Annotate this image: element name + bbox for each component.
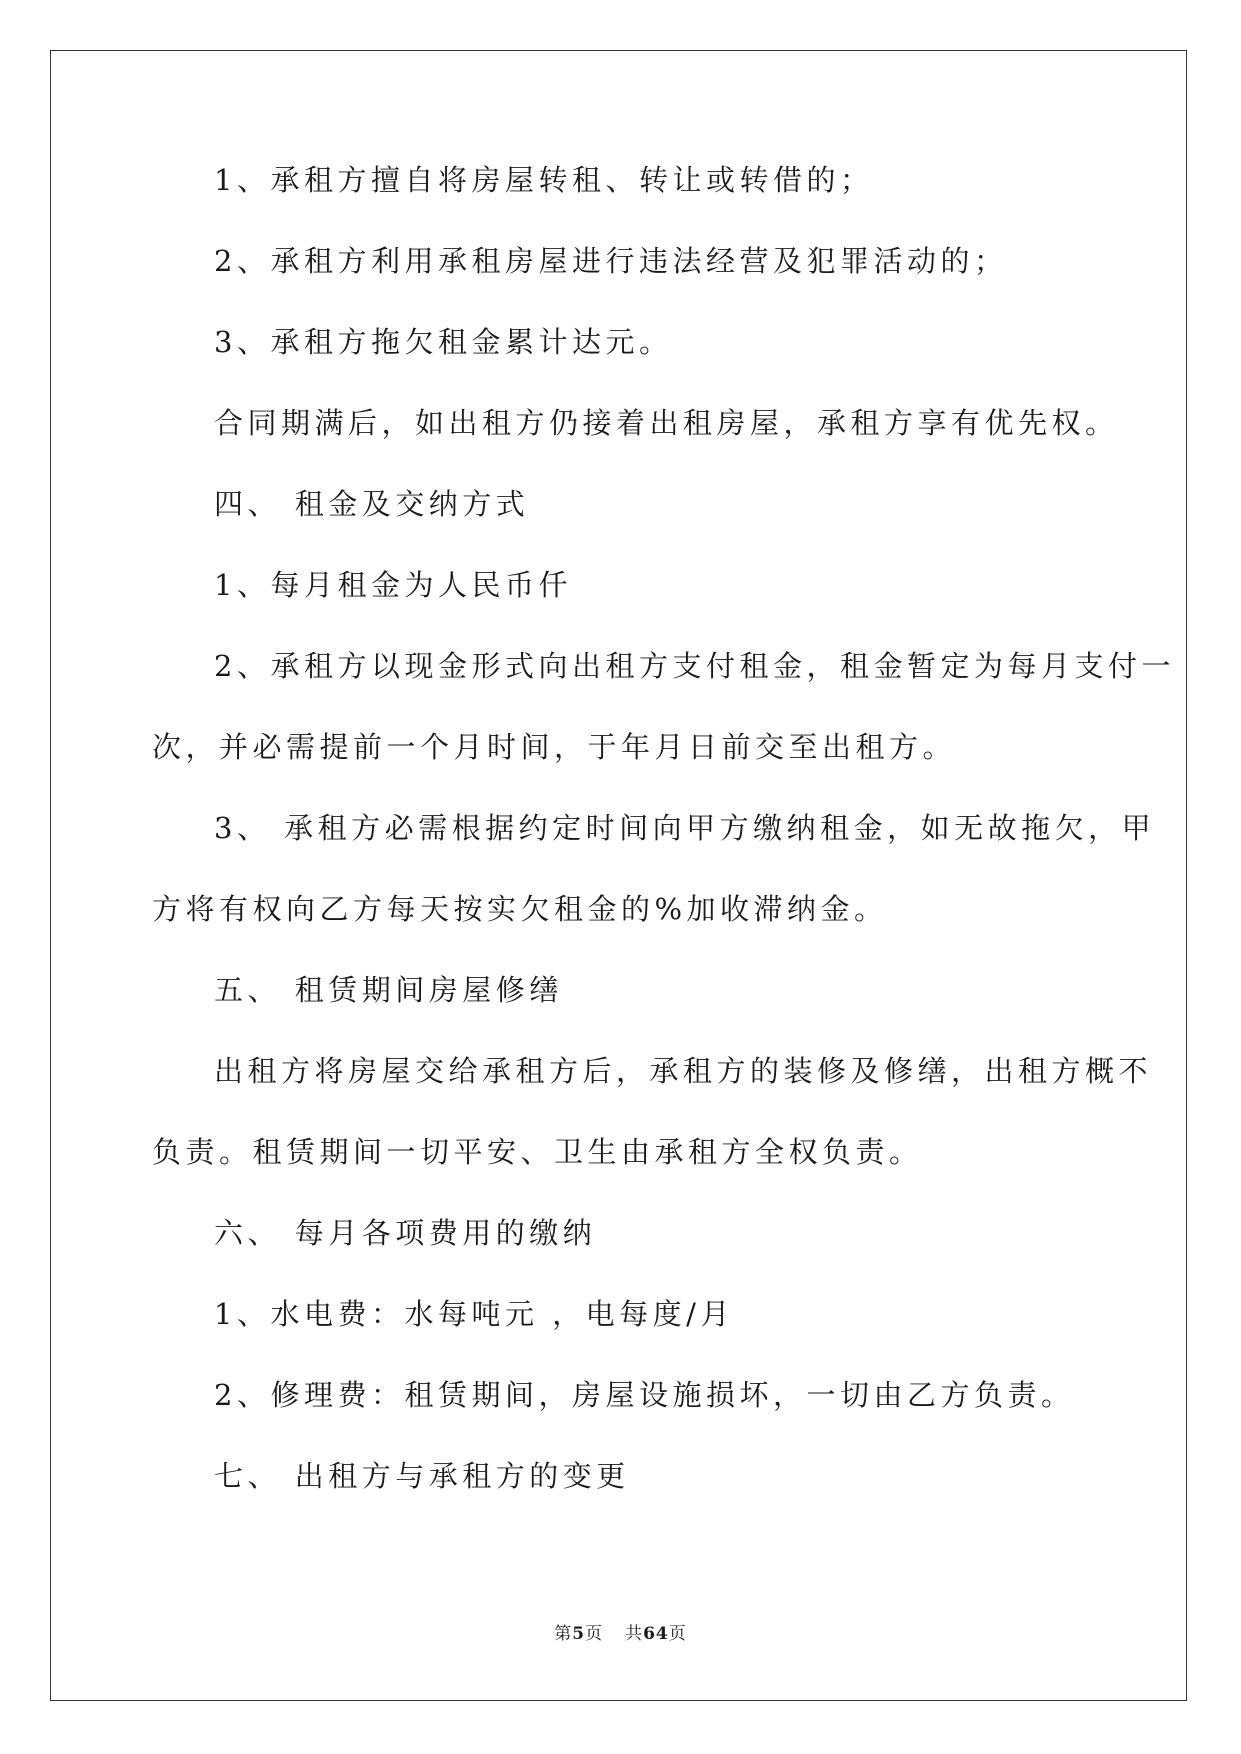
page-number: 5 — [572, 1624, 586, 1644]
section-heading-5: 五、 租赁期间房屋修缮 — [214, 973, 563, 1007]
section-heading-7: 七、 出租方与承租方的变更 — [214, 1459, 630, 1493]
paragraph-line-12: 出租方将房屋交给承租方后，承租方的装修及修缮，出租方概不 — [214, 1054, 1153, 1088]
section-heading-6: 六、 每月各项费用的缴纳 — [214, 1216, 597, 1250]
total-unit: 页 — [668, 1624, 687, 1644]
paragraph-line-15: 1、水电费：水每吨元 ，电每度/月 — [214, 1297, 734, 1331]
paragraph-line-7: 2、承租方以现金形式向出租方支付租金，租金暂定为每月支付一 — [214, 649, 1175, 683]
page-unit: 页 — [585, 1624, 604, 1644]
paragraph-line-10: 方将有权向乙方每天按实欠租金的%加收滞纳金。 — [152, 892, 888, 926]
paragraph-line-4: 合同期满后，如出租方仍接着出租房屋，承租方享有优先权。 — [214, 406, 1119, 440]
page-prefix: 第 — [554, 1624, 573, 1644]
paragraph-line-1: 1、承租方擅自将房屋转租、转让或转借的； — [214, 163, 874, 197]
paragraph-line-3: 3、承租方拖欠租金累计达元。 — [214, 325, 673, 359]
paragraph-line-6: 1、每月租金为人民币仟 — [214, 568, 572, 602]
page-footer — [0, 1622, 1241, 1646]
paragraph-line-16: 2、修理费：租赁期间，房屋设施损坏，一切由乙方负责。 — [214, 1378, 1075, 1412]
paragraph-line-13: 负责。租赁期间一切平安、卫生由承租方全权负责。 — [152, 1135, 923, 1169]
total-pages: 64 — [643, 1624, 669, 1644]
section-heading-4: 四、 租金及交纳方式 — [214, 487, 530, 521]
page-border — [50, 50, 1187, 1701]
total-prefix: 共 — [625, 1624, 644, 1644]
paragraph-line-8: 次，并必需提前一个月时间，于年月日前交至出租方。 — [152, 730, 957, 764]
paragraph-line-2: 2、承租方利用承租房屋进行违法经营及犯罪活动的； — [214, 244, 1008, 278]
paragraph-line-9: 3、 承租方必需根据约定时间向甲方缴纳租金，如无故拖欠，甲 — [214, 811, 1156, 845]
